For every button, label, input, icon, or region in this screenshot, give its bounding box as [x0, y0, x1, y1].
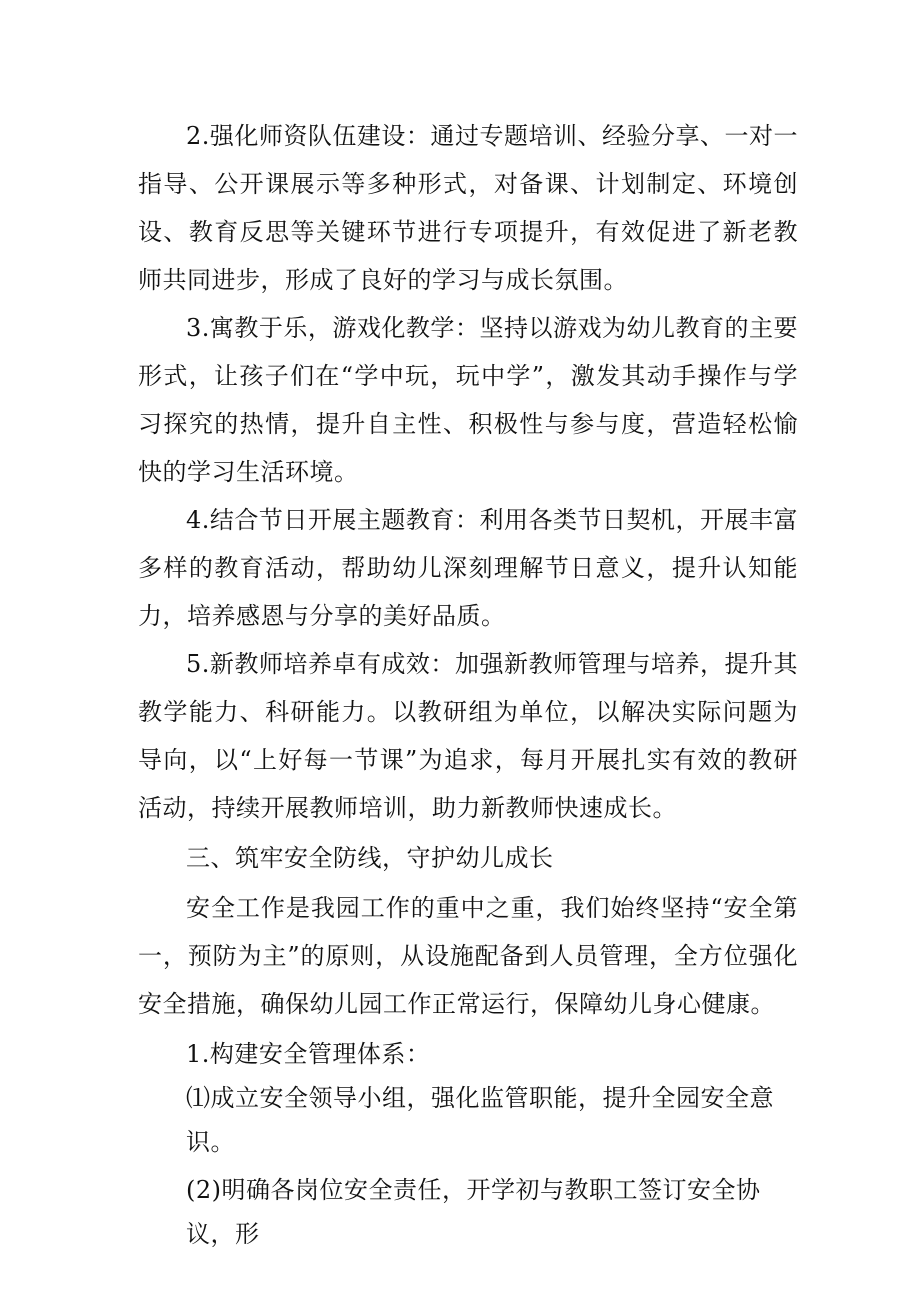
subsection-safety-system: [138, 1032, 798, 1256]
paragraph-game-teaching: 3.寓教于乐，游戏化教学：坚持以游戏为幼儿教育的主要形式，让孩子们在“学中玩，玩中学”，激发其动手操作与学习探究的热情，提升自主性、积极性与参与度，营造轻松愉快的学习生活环境。: [138, 314, 798, 486]
paragraph-festival-education: 4.结合节日开展主题教育：利用各类节日契机，开展丰富多样的教育活动，帮助幼儿深刻理解节日意义，提升认知能力，培养感恩与分享的美好品质。: [138, 506, 798, 630]
list-item: (2)明确各岗位安全责任，开学初与教职工签订安全协议，形: [186, 1176, 761, 1248]
section-heading-safety: 三、筑牢安全防线，守护幼儿成长: [186, 844, 554, 872]
list-item: ⑴成立安全领导小组，强化监管职能，提升全园安全意识。: [186, 1084, 774, 1156]
paragraph-new-teacher-training: 5.新教师培养卓有成效：加强新教师管理与培养，提升其教学能力、科研能力。以教研组为单位，以解决实际问题为导向，以“上好每一节课”为追求，每月开展扎实有效的教研活动，持续开展教师培训，助力新教师快速成长。: [138, 650, 798, 822]
paragraph-teacher-team: 2.强化师资队伍建设：通过专题培训、经验分享、一对一指导、公开课展示等多种形式，对备课、计划制定、环境创设、教育反思等关键环节进行专项提升，有效促进了新老教师共同进步，形成了良好的学习与成长氛围。: [138, 122, 798, 294]
subsection-title: 1.构建安全管理体系：: [186, 1040, 431, 1068]
paragraph-safety-intro: 安全工作是我园工作的重中之重，我们始终坚持“安全第一，预防为主”的原则，从设施配备到人员管理，全方位强化安全措施，确保幼儿园工作正常运行，保障幼儿身心健康。: [138, 894, 798, 1018]
